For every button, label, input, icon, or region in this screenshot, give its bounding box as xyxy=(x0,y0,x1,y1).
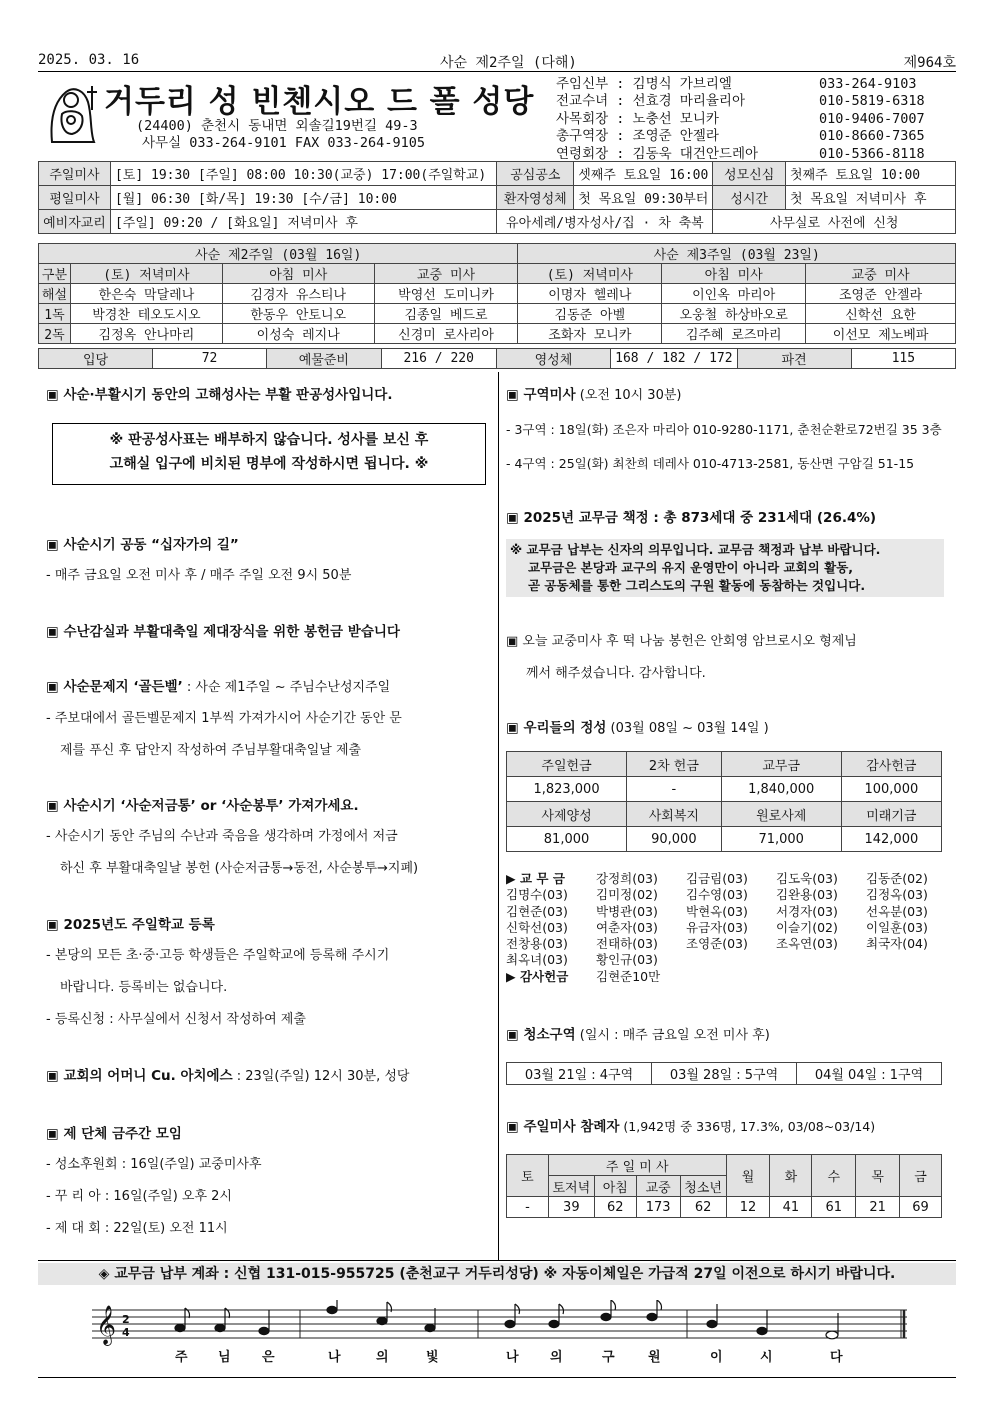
table-row: 03월 21일 : 4구역 03월 28일 : 5구역 04월 04일 : 1구역 xyxy=(507,1063,942,1085)
cleaning-table xyxy=(506,1062,942,1085)
left-column xyxy=(46,383,492,1237)
contribution-notice-box xyxy=(506,539,944,597)
table-row: - 39 62 173 62 12 41 61 21 69 xyxy=(507,1197,942,1218)
meeting-item: - 제 대 회 : 22일(토) 오전 11시 xyxy=(46,1221,228,1236)
section-group-meetings: ▣ 제 단체 금주간 모임 xyxy=(46,1126,182,1142)
donor-list: ▶ 교 무 금 강정희(03) 김금림(03) 김도욱(03) 김동준(02) 김명수(03) 김미정(02) 김수영(03) 김완용(03) 김정옥(03) 김현준(03) 박병관(03) 박현옥(03) 서경자(03) 선옥분(03) 신학선(03) 여춘자(03) 유금자(03) 이슬기(02) 이일훈(03) 전창용(03) 전태하(03) 조영준(03) 조옥연(03) 최국자(04) 최옥녀(03) 황인규(03) ▶ 감사헌금 김현준10만 xyxy=(506,871,928,984)
lyric-syllable: 원 xyxy=(648,1350,661,1365)
table-row: 예비자교리 [주일] 09:20 / [화요일] 저녁미사 후 유아세례/병자성사/집 · 차 축복 사무실로 사전에 신청 xyxy=(39,210,956,234)
offerings-table xyxy=(506,751,942,852)
golden-bell-detail: - 주보대에서 골든벨문제지 1부씩 가져가시어 사순기간 동안 문 xyxy=(46,711,402,726)
lyric-syllable: 나 xyxy=(328,1350,341,1365)
mass-schedule-table xyxy=(38,161,956,234)
liturgy-counts-table xyxy=(38,348,956,369)
staff-row: 총구역장 : 조영준 안젤라 010-8660-7365 xyxy=(556,128,925,145)
lyric-syllable: 이 xyxy=(710,1350,723,1365)
table-row: 1,823,000 - 1,840,000 100,000 xyxy=(507,777,942,802)
lyric-syllable: 빛 xyxy=(426,1350,439,1365)
staff-row: 주임신부 : 김명식 가브리엘 033-264-9103 xyxy=(556,76,917,92)
table-row: 구분 (토) 저녁미사 아침 미사 교중 미사 (토) 저녁미사 아침 미사 교중 미사 xyxy=(39,264,956,284)
section-contribution-pledge: ▣ 2025년 교무금 책정 : 총 873세대 중 231세대 (26.4%) xyxy=(506,510,877,526)
meeting-item: - 꾸 리 아 : 16일(주일) 오후 2시 xyxy=(46,1189,232,1204)
sunday-school-detail: - 등록신청 : 사무실에서 신청서 작성하여 제출 xyxy=(46,1012,306,1027)
lyric-syllable: 시 xyxy=(760,1350,773,1365)
lyric-syllable: 구 xyxy=(602,1350,615,1365)
sunday-school-detail: - 본당의 모든 초·중·고등 학생들은 주일학교에 등록해 주시기 xyxy=(46,948,390,963)
table-row: 평일미사 [월] 06:30 [화/목] 19:30 [수/금] 10:00 환자영성체 첫 목요일 09:30부터 성시간 첫 목요일 저녁미사 후 xyxy=(39,186,956,210)
table-row: 주일미사 [토] 19:30 [주일] 08:00 10:30(교중) 17:00(주일학교) 공심공소 셋째주 토요일 16:00 성모신심 첫째주 토요일 10:00 xyxy=(39,162,956,186)
staff-list xyxy=(556,76,925,163)
notice-line: ※ 교무금 납부는 신자의 의무입니다. 교무금 책정과 납부 바랍니다. xyxy=(510,542,881,557)
lyric-syllable: 다 xyxy=(830,1350,843,1365)
section-lent-savings: ▣ 사순시기 ‘사순저금통’ or ‘사순봉투’ 가져가세요. xyxy=(46,798,359,814)
table-row: 사제양성 사회복지 원로사제 미래기금 xyxy=(507,802,942,827)
issue-number: 제964호 xyxy=(903,55,956,71)
attendance-table xyxy=(506,1154,942,1218)
table-row: 토 주 일 미 사 월 화 수 목 금 xyxy=(507,1155,942,1176)
section-attendance: ▣ 주일미사 참례자 (1,942명 중 336명, 17.3%, 03/08~03/14) xyxy=(506,1119,876,1136)
stations-detail: - 매주 금요일 오전 미사 후 / 매주 주일 오전 9시 50분 xyxy=(46,568,352,583)
meeting-item: - 성소후원회 : 16일(주일) 교중미사후 xyxy=(46,1157,262,1172)
staff-row: 전교수녀 : 선효경 마리율리아 010-5819-6318 xyxy=(556,93,925,110)
section-acies: ▣ 교회의 어머니 Cu. 아치에스 : 23일(주일) 12시 30분, 성당 xyxy=(46,1068,410,1084)
confession-notice-box xyxy=(52,423,486,485)
divider xyxy=(38,1377,956,1378)
lyric-syllable: 님 xyxy=(218,1350,231,1365)
section-golden-bell: ▣ 사순문제지 ‘골든벨’ : 사순 제1주일 ~ 주님수난성지주일 xyxy=(46,679,391,695)
svg-text:2: 2 xyxy=(122,1313,130,1326)
notice-line: 고해실 입구에 비치된 명부에 작성하시면 됩니다. ※ xyxy=(109,456,429,472)
table-row: 81,000 90,000 71,000 142,000 xyxy=(507,827,942,852)
svg-text:4: 4 xyxy=(122,1326,130,1339)
table-row: 해설 한은숙 막달레나 김경자 유스티나 박영선 도미니카 이명자 헬레나 이인옥 마리아 조영준 안젤라 xyxy=(39,284,956,304)
lyric-syllable: 나 xyxy=(506,1350,519,1365)
section-offerings: ▣ 우리들의 정성 (03월 08일 ~ 03월 14일 ) xyxy=(506,720,769,736)
lent-savings-detail: - 사순시기 동안 주님의 수난과 죽음을 생각하며 가정에서 저금 xyxy=(46,829,398,844)
bulletin-date: 2025. 03. 16 xyxy=(38,52,140,68)
district-mass-item: - 3구역 : 18일(화) 조은자 마리아 010-9280-1171, 춘천순환로72번길 35 3층 xyxy=(506,422,942,437)
ministry-table xyxy=(38,243,956,344)
lent-savings-detail: 하신 후 부활대축일날 봉헌 (사순저금통→동전, 사순봉투→지폐) xyxy=(60,861,419,876)
divider xyxy=(38,1260,956,1261)
sunday-school-detail: 바랍니다. 등록비는 없습니다. xyxy=(60,980,228,995)
staff-row: 사목회장 : 노충선 모니카 010-9406-7007 xyxy=(556,110,925,127)
music-staff-icon xyxy=(92,1300,907,1360)
right-column xyxy=(506,383,952,1218)
district-mass-item: - 4구역 : 25일(화) 최찬희 데레사 010-4713-2581, 동산면 구암길 51-15 xyxy=(506,456,915,471)
lyric-syllable: 의 xyxy=(376,1350,389,1365)
divider xyxy=(38,71,956,72)
column-divider xyxy=(498,372,499,1260)
account-footer: ◈ 교무금 납부 계좌 : 신협 131-015-955725 (춘천교구 거두리성당) ※ 자동이체일은 가급적 27일 이전으로 하시기 바랍니다. xyxy=(38,1263,956,1285)
table-row: 사순 제2주일 (03월 16일) 사순 제3주일 (03월 23일) xyxy=(39,244,956,264)
table-row: 2독 김정옥 안나마리 이성숙 레지나 신경미 로사리아 조화자 모니카 김주혜 로즈마리 이선모 제노베파 xyxy=(39,324,956,344)
parish-address-block xyxy=(136,118,425,152)
svg-text:𝄞: 𝄞 xyxy=(96,1305,117,1345)
section-cleaning: ▣ 청소구역 (일시 : 매주 금요일 오전 미사 후) xyxy=(506,1027,770,1044)
notice-line: 곧 공동체를 통한 그리스도의 구원 활동에 동참하는 것입니다. xyxy=(528,578,866,593)
table-row: 토저녁 아침 교중 청소년 xyxy=(507,1176,942,1197)
liturgical-day: 사순 제2주일 (다해) xyxy=(440,55,577,71)
parish-address: (24400) 춘천시 동내면 외솔길19번길 49-3 xyxy=(136,118,418,134)
holy-family-logo-icon xyxy=(44,80,100,146)
notice-line: ※ 판공성사표는 배부하지 않습니다. 성사를 보신 후 xyxy=(109,432,429,448)
lyric-syllable: 주 xyxy=(175,1350,188,1365)
parish-name: 거두리 성 빈첸시오 드 폴 성당 xyxy=(104,84,535,120)
table-row: 주일헌금 2차 헌금 교무금 감사헌금 xyxy=(507,752,942,777)
lyric-syllable: 의 xyxy=(550,1350,563,1365)
table-row: 입당 72 예물준비 216 / 220 영성체 168 / 182 / 172 파견 115 xyxy=(39,349,956,369)
lyric-syllable: 은 xyxy=(262,1350,275,1365)
section-altar-offering: ▣ 수난감실과 부활대축일 제대장식을 위한 봉헌금 받습니다 xyxy=(46,624,400,640)
section-sunday-school: ▣ 2025년도 주일학교 등록 xyxy=(46,917,215,933)
staff-row: 연령회장 : 김동욱 대건안드레아 010-5366-8118 xyxy=(556,145,925,162)
parish-office-contact: 사무실 033-264-9101 FAX 033-264-9105 xyxy=(142,135,425,151)
section-confession: ▣ 사순·부활시기 동안의 고해성사는 부활 판공성사입니다. xyxy=(46,387,393,403)
section-district-mass: ▣ 구역미사 (오전 10시 30분) xyxy=(506,387,682,403)
golden-bell-detail: 제를 푸신 후 답안지 작성하여 주님부활대축일날 제출 xyxy=(60,743,362,758)
rice-cake-thanks: 께서 해주셨습니다. 감사합니다. xyxy=(526,666,706,681)
section-stations-of-cross: ▣ 사순시기 공동 “십자가의 길” xyxy=(46,537,239,553)
rice-cake-thanks: ▣ 오늘 교중미사 후 떡 나눔 봉헌은 안회영 암브로시오 형제님 xyxy=(506,634,857,649)
bulletin-header xyxy=(38,52,956,70)
table-row: 1독 박경찬 테오도시오 한동우 안토니오 김종일 베드로 김동준 아벨 오웅철 하상바오로 신학선 요한 xyxy=(39,304,956,324)
notice-line: 교무금은 본당과 교구의 유지 운영만이 아니라 교회의 활동, xyxy=(528,560,854,575)
